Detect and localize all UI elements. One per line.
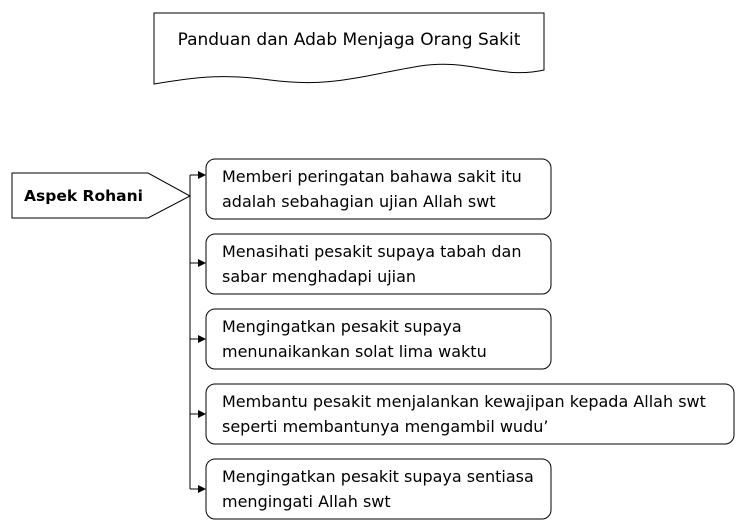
- diagram-title: Panduan dan Adab Menjaga Orang Sakit: [177, 30, 521, 50]
- item-text-2: [222, 239, 522, 289]
- item-4-line-2: seperti membantunya mengambil wudu’: [222, 417, 549, 436]
- item-4-line-1: Membantu pesakit menjalankan kewajipan kepada Allah swt: [222, 392, 706, 411]
- aspect-label: Aspek Rohani: [24, 187, 143, 205]
- item-3-line-1: Mengingatkan pesakit supaya: [222, 317, 462, 336]
- item-text-5: [222, 464, 534, 514]
- item-text-3: [222, 314, 487, 364]
- item-2-line-2: sabar menghadapi ujian: [222, 267, 417, 286]
- item-5-line-1: Mengingatkan pesakit supaya sentiasa: [222, 467, 534, 486]
- item-text-1: [222, 164, 522, 214]
- item-text-4: [222, 389, 706, 439]
- item-5-line-2: mengingati Allah swt: [222, 492, 391, 511]
- item-1-line-1: Memberi peringatan bahawa sakit itu: [222, 167, 522, 186]
- item-1-line-2: adalah sebahagian ujian Allah swt: [222, 192, 496, 211]
- item-3-line-2: menunaikankan solat lima waktu: [222, 342, 487, 361]
- item-2-line-1: Menasihati pesakit supaya tabah dan: [222, 242, 522, 261]
